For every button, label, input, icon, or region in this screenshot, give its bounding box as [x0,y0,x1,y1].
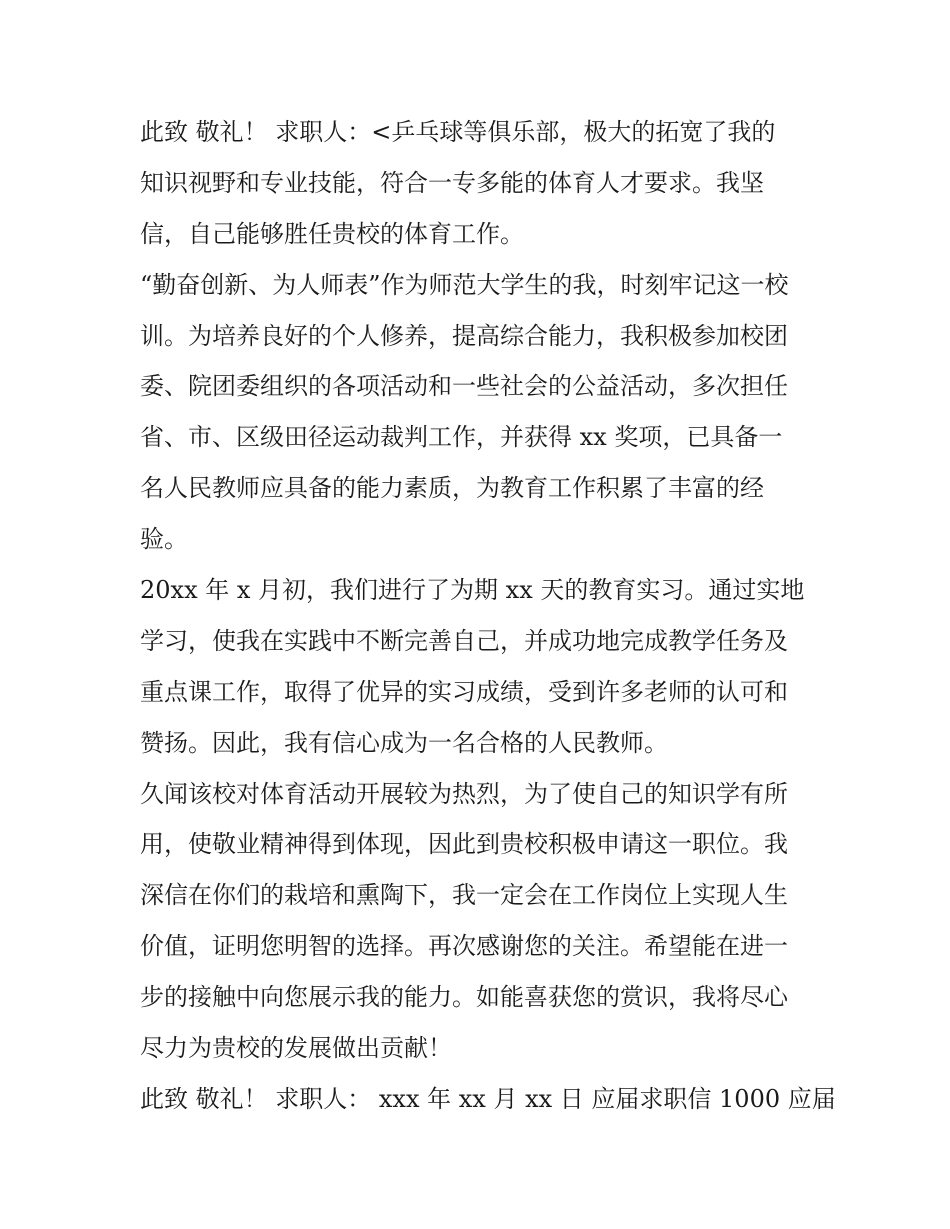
text-line: 委、院团委组织的各项活动和一些社会的公益活动，多次担任 [140,372,788,401]
text-line: 赞扬。因此，我有信心成为一名合格的人民教师。 [140,728,668,757]
text-line: 重点课工作，取得了优异的实习成绩，受到许多老师的认可和 [140,677,788,706]
text-line: 价值，证明您明智的选择。再次感谢您的关注。希望能在进一 [140,932,788,961]
text-line: 此致 敬礼！ 求职人： xxx 年 xx 月 xx 日 应届求职信 1000 应届 [140,1084,836,1113]
text-line: “勤奋创新、为人师表”作为师范大学生的我，时刻牢记这一校 [140,270,789,299]
text-line: 20xx 年 x 月初，我们进行了为期 xx 天的教育实习。通过实地 [140,576,805,605]
text-line: 久闻该校对体育活动开展较为热烈，为了使自己的知识学有所 [140,779,788,808]
text-line: 深信在你们的栽培和熏陶下，我一定会在工作岗位上实现人生 [140,881,788,910]
text-line: 名人民教师应具备的能力素质，为教育工作积累了丰富的经 [140,474,764,503]
text-line: 步的接触中向您展示我的能力。如能喜获您的赏识，我将尽心 [140,983,788,1012]
text-line: 训。为培养良好的个人修养，提高综合能力，我积极参加校团 [140,321,788,350]
text-line: 学习，使我在实践中不断完善自己，并成功地完成教学任务及 [140,626,788,655]
text-line: 尽力为贵校的发展做出贡献！ [140,1034,452,1063]
text-line: 信，自己能够胜任贵校的体育工作。 [140,219,524,248]
text-line: 用，使敬业精神得到体现，因此到贵校积极申请这一职位。我 [140,830,788,859]
text-line: 知识视野和专业技能，符合一专多能的体育人才要求。我坚 [140,168,764,197]
text-line: 此致 敬礼！ 求职人：<乒乓球等俱乐部，极大的拓宽了我的 [140,118,776,146]
letter-body [140,107,836,1125]
text-line: 验。 [140,525,188,554]
text-line: 省、市、区级田径运动裁判工作，并获得 xx 奖项，已具备一 [140,423,783,452]
